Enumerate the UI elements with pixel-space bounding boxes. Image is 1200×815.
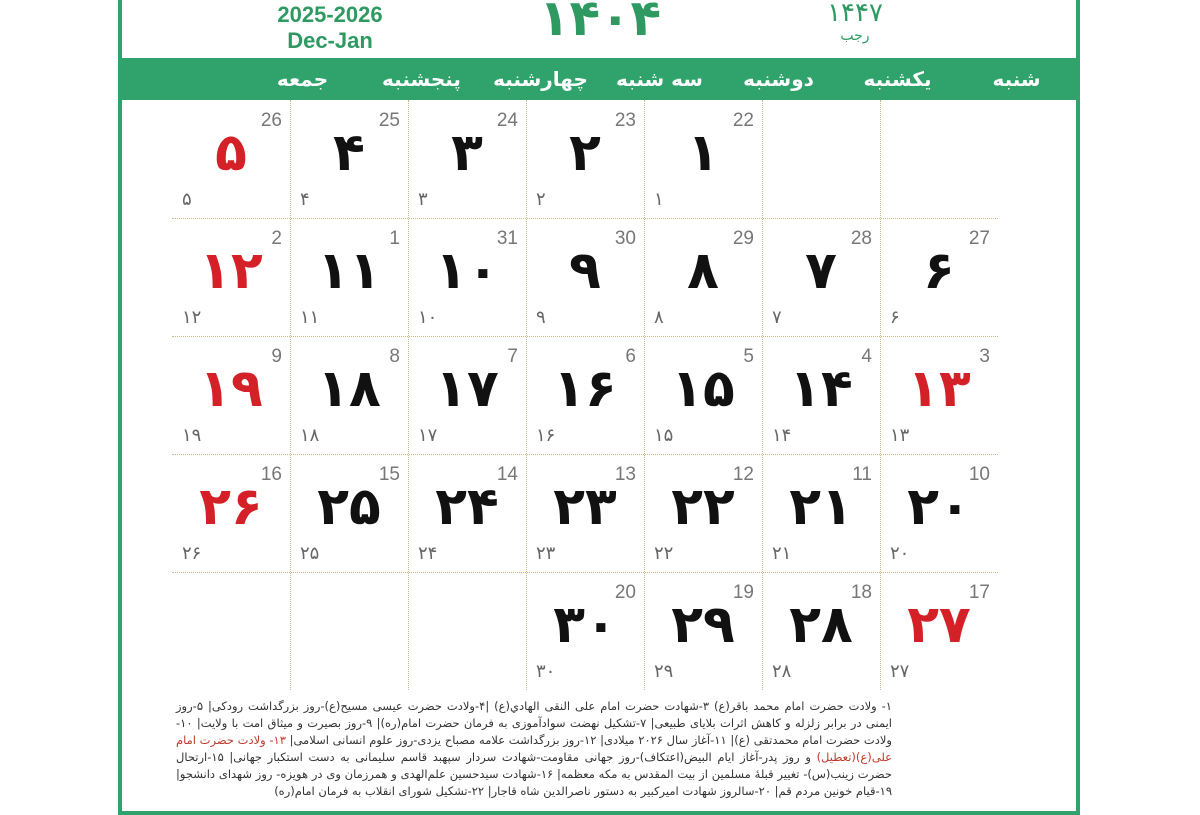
weekday-1: یکشنبه [863,67,932,91]
persian-day: ۱۴ [789,359,853,419]
day-cell[interactable] [526,218,644,336]
hijri-day: ۴ [300,189,310,210]
day-cell[interactable] [762,454,880,572]
hijri-year: ۱۴۴۷ [827,0,883,28]
day-cell[interactable] [644,336,762,454]
persian-day: ۱۸ [317,359,381,419]
hijri-day: ۳ [418,189,428,210]
hijri-day: ۲۳ [536,543,556,564]
hijri-day: ۱۷ [418,425,438,446]
weekday-5: پنجشنبه [382,67,461,91]
gregorian-day: 12 [732,464,754,485]
event-note: ۱۳- ولادت حضرت امام علی(ع)(تعطیل) [176,733,892,764]
hijri-day: ۶ [890,307,900,328]
persian-day: ۴ [333,123,365,183]
day-cell[interactable] [408,336,526,454]
gregorian-day: 26 [260,110,282,131]
hijri-day: ۱۵ [654,425,674,446]
hijri-day: ۱۸ [300,425,320,446]
persian-day: ۲۴ [435,477,499,537]
gregorian-day: 19 [732,582,754,603]
persian-day: ۲۳ [553,477,617,537]
hijri-month: رجب [840,28,870,44]
day-cell[interactable] [172,454,290,572]
gregorian-day: 31 [496,228,518,249]
event-note: ۱- ولادت حضرت امام محمد باقر(ع) ۳-شهادت حضرت امام علی النقی الهادي(ع) |۴-ولادت حضرت عیسی مسیح(ع)-روز بزرگداشت رودکی| ۵-روز ایمنی در برابر زلزله و کاهش اثرات بلایای طبیعی| ۷-تشکیل نهضت سوادآموزی به فرمان حضرت امام(ره)| ۹-روز بصیرت و میثاق امت با ولایت| ۱۰-ولادت حضرت امام محمدتقی (ع)| ۱۱-آغاز سال ۲۰۲۶ میلادی| ۱۲-روز بزرگداشت علامه مصباح یزدی-روز علوم انسانی اسلامی| [176,699,892,747]
weekday-3: سه شنبه [616,67,703,91]
gregorian-day: 29 [732,228,754,249]
weekday-0: شنبه [992,67,1041,91]
persian-day: ۳ [451,123,483,183]
gregorian-day: 15 [378,464,400,485]
persian-day: ۱ [687,123,719,183]
persian-day: ۲۹ [671,595,735,655]
persian-day: ۲۶ [199,477,263,537]
gregorian-day: 1 [389,228,400,249]
gregorian-year-label [250,2,410,54]
gregorian-day: 13 [614,464,636,485]
gregorian-day: 9 [271,346,282,367]
day-cell[interactable] [644,218,762,336]
hijri-day: ۲۴ [418,543,438,564]
gregorian-day: 24 [496,110,518,131]
persian-day: ۲ [569,123,601,183]
hijri-day: ۱۳ [890,425,910,446]
gregorian-day: 6 [625,346,636,367]
persian-day: ۲۵ [317,477,381,537]
day-cell[interactable] [172,336,290,454]
hijri-day: ۱۱ [300,307,320,328]
weekday-6: جمعه [276,67,329,91]
gregorian-day: 27 [968,228,990,249]
persian-day: ۶ [923,241,955,301]
day-cell[interactable] [408,218,526,336]
gregorian-day: 2 [271,228,282,249]
day-cell[interactable] [762,572,880,690]
gregorian-day: 10 [968,464,990,485]
persian-day: ۱۶ [553,359,617,419]
persian-day: ۵ [215,123,247,183]
persian-day: ۹ [569,241,601,301]
hijri-day: ۱ [654,189,664,210]
gregorian-day: 22 [732,110,754,131]
day-cell[interactable] [526,572,644,690]
persian-day: ۲۸ [789,595,853,655]
day-cell[interactable] [526,336,644,454]
persian-day: ۱۵ [671,359,735,419]
persian-day: ۲۲ [671,477,735,537]
persian-day: ۸ [687,241,719,301]
weekday-header [122,58,1076,100]
day-cell[interactable] [526,100,644,218]
gregorian-day: 11 [852,464,872,485]
day-cell[interactable] [526,454,644,572]
hijri-day: ۱۲ [182,307,202,328]
gregorian-day: 3 [979,346,990,367]
gregorian-day: 16 [260,464,282,485]
hijri-day: ۱۶ [536,425,556,446]
gregorian-day: 17 [968,582,990,603]
day-cell[interactable] [408,100,526,218]
hijri-day: ۱۴ [772,425,792,446]
hijri-year-label [800,0,910,44]
persian-day: ۱۰ [435,241,499,301]
hijri-day: ۱۹ [182,425,202,446]
gregorian-day: 4 [861,346,872,367]
hijri-day: ۹ [536,307,546,328]
hijri-day: ۲۱ [772,543,792,564]
hijri-day: ۲۷ [890,661,910,682]
day-cell[interactable] [762,336,880,454]
hijri-day: ۸ [654,307,664,328]
persian-day: ۱۷ [435,359,499,419]
persian-day: ۲۰ [907,477,971,537]
day-cell[interactable] [408,454,526,572]
hijri-day: ۲۵ [300,543,320,564]
hijri-day: ۲ [536,189,546,210]
day-cell[interactable] [762,218,880,336]
day-cell[interactable] [880,336,998,454]
hijri-day: ۳۰ [536,661,556,682]
hijri-day: ۱۰ [418,307,438,328]
persian-day: ۱۳ [907,359,971,419]
day-cell[interactable] [644,572,762,690]
gregorian-day: 28 [850,228,872,249]
gregorian-day: 14 [496,464,518,485]
hijri-day: ۲۲ [654,543,674,564]
persian-day: ۲۱ [789,477,853,537]
gregorian-day: 20 [614,582,636,603]
calendar-grid [172,100,998,690]
persian-day: ۳۰ [553,595,617,655]
day-cell[interactable] [644,454,762,572]
hijri-day: ۷ [772,307,782,328]
persian-day: ۱۹ [199,359,263,419]
gregorian-day: 23 [614,110,636,131]
persian-day: ۱۱ [317,241,381,301]
day-cell[interactable] [172,100,290,218]
events-notes [176,698,892,800]
weekday-2: دوشنبه [743,67,814,91]
hijri-day: ۲۸ [772,661,792,682]
gregorian-day: 18 [850,582,872,603]
day-cell[interactable] [290,218,408,336]
day-cell[interactable] [880,218,998,336]
persian-day: ۷ [805,241,837,301]
gregorian-day: 8 [389,346,400,367]
day-cell[interactable] [644,100,762,218]
gregorian-day: 7 [507,346,518,367]
hijri-day: ۲۰ [890,543,910,564]
gregorian-day: 5 [743,346,754,367]
event-note: و روز پدر-آغاز ایام البیض(اعتکاف)-روز جهانی مقاومت-شهادت سردار سپهبد قاسم سلیمانی به دست استکبار جهانی| ۱۵-ارتحال حضرت زینب(س)- تغییر قبلهٔ مسلمین از بیت المقدس به مکه معظمه| ۱۶-شهادت سیدحسین علم‌الهدی و همرزمان وی در هویزه- روز شهدای دانشجو| ۱۹-قیام خونین مردم قم| ۲۰-سالروز شهادت امیرکبیر به دستور ناصرالدین شاه قاجار| ۲۲-تشکیل شورای انقلاب به فرمان امام(ره) [176,750,892,798]
persian-day: ۲۷ [907,595,971,655]
day-cell[interactable] [880,454,998,572]
hijri-day: ۲۹ [654,661,674,682]
gregorian-day: 30 [614,228,636,249]
day-cell[interactable] [290,454,408,572]
hijri-day: ۵ [182,189,192,210]
gregorian-day: 25 [378,110,400,131]
weekday-4: چهارشنبه [493,67,588,91]
day-cell[interactable] [880,572,998,690]
hijri-day: ۲۶ [182,543,202,564]
gregorian-months: Dec-Jan [287,28,373,53]
day-cell[interactable] [290,336,408,454]
gregorian-years: 2025-2026 [277,2,383,27]
day-cell[interactable] [290,100,408,218]
persian-day: ۱۲ [199,241,263,301]
persian-year: ۱۴۰۴ [538,0,662,47]
day-cell[interactable] [172,218,290,336]
